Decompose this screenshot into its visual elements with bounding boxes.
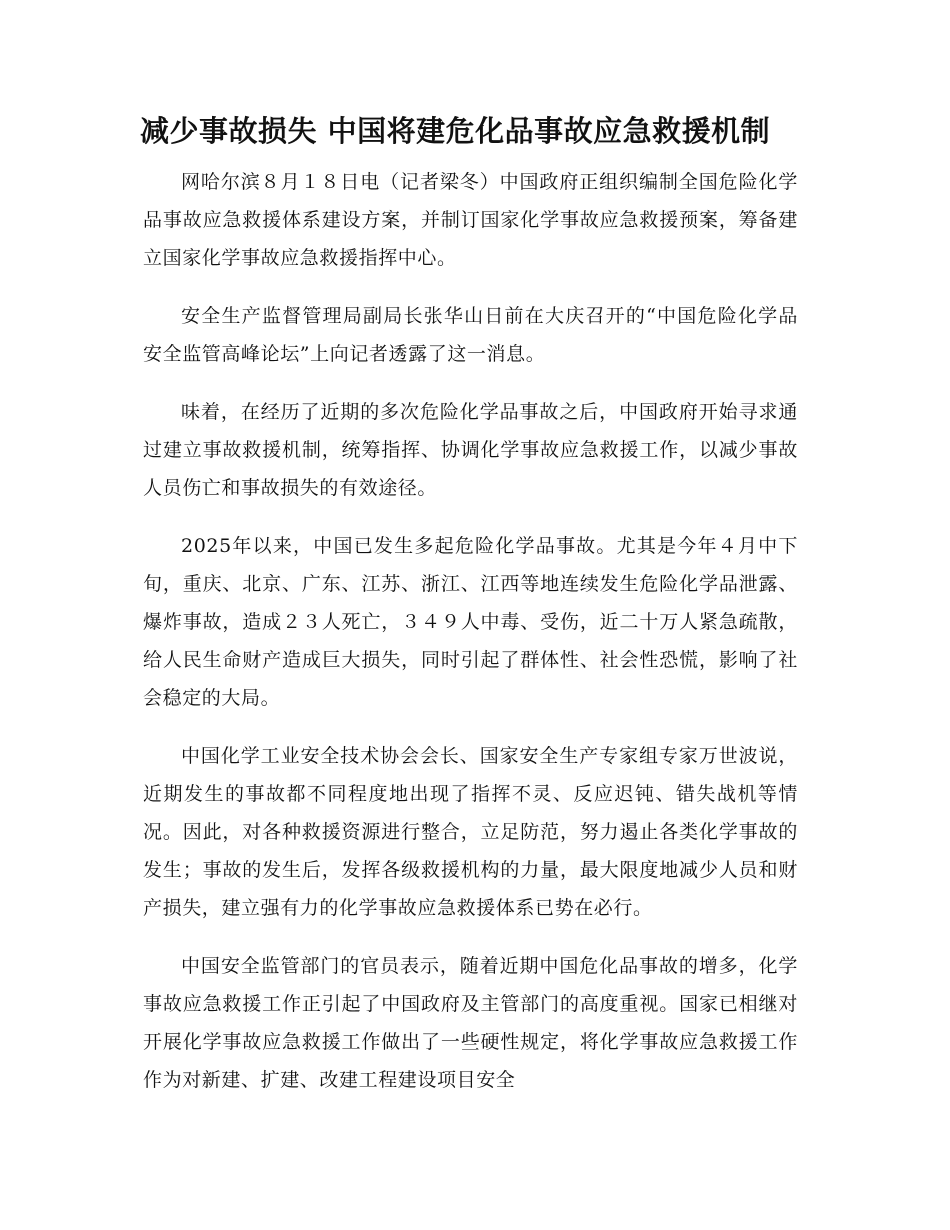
article-title: 减少事故损失 中国将建危化品事故应急救援机制: [140, 114, 771, 148]
paragraph-1: 网哈尔滨８月１８日电（记者梁冬）中国政府正组织编制全国危险化学品事故应急救援体系建设方案，并制订国家化学事故应急救援预案，筹备建立国家化学事故应急救援指挥中心。: [143, 171, 798, 269]
paragraph-3: 味着，在经历了近期的多次危险化学品事故之后，中国政府开始寻求通过建立事故救援机制，统筹指挥、协调化学事故应急救援工作，以减少事故人员伤亡和事故损失的有效途径。: [143, 401, 798, 499]
article-body: [143, 163, 798, 1119]
paragraph-4: 2025年以来，中国已发生多起危险化学品事故。尤其是今年４月中下旬，重庆、北京、广东、江苏、浙江、江西等地连续发生危险化学品泄露、爆炸事故，造成２３人死亡，３４９人中毒、受伤，近二十万人紧急疏散，给人民生命财产造成巨大损失，同时引起了群体性、社会性恐慌，影响了社会稳定的大局。: [143, 535, 798, 709]
paragraph-2: 安全生产监督管理局副局长张华山日前在大庆召开的“中国危险化学品安全监管高峰论坛”上向记者透露了这一消息。: [143, 305, 798, 365]
paragraph-5: 中国化学工业安全技术协会会长、国家安全生产专家组专家万世波说，近期发生的事故都不同程度地出现了指挥不灵、反应迟钝、错失战机等情况。因此，对各种救援资源进行整合，立足防范，努力遏止各类化学事故的发生；事故的发生后，发挥各级救援机构的力量，最大限度地减少人员和财产损失，建立强有力的化学事故应急救援体系已势在必行。: [143, 745, 798, 919]
paragraph-6: 中国安全监管部门的官员表示，随着近期中国危化品事故的增多，化学事故应急救援工作正引起了中国政府及主管部门的高度重视。国家已相继对开展化学事故应急救援工作做出了一些硬性规定，将化学事故应急救援工作作为对新建、扩建、改建工程建设项目安全: [143, 955, 798, 1091]
